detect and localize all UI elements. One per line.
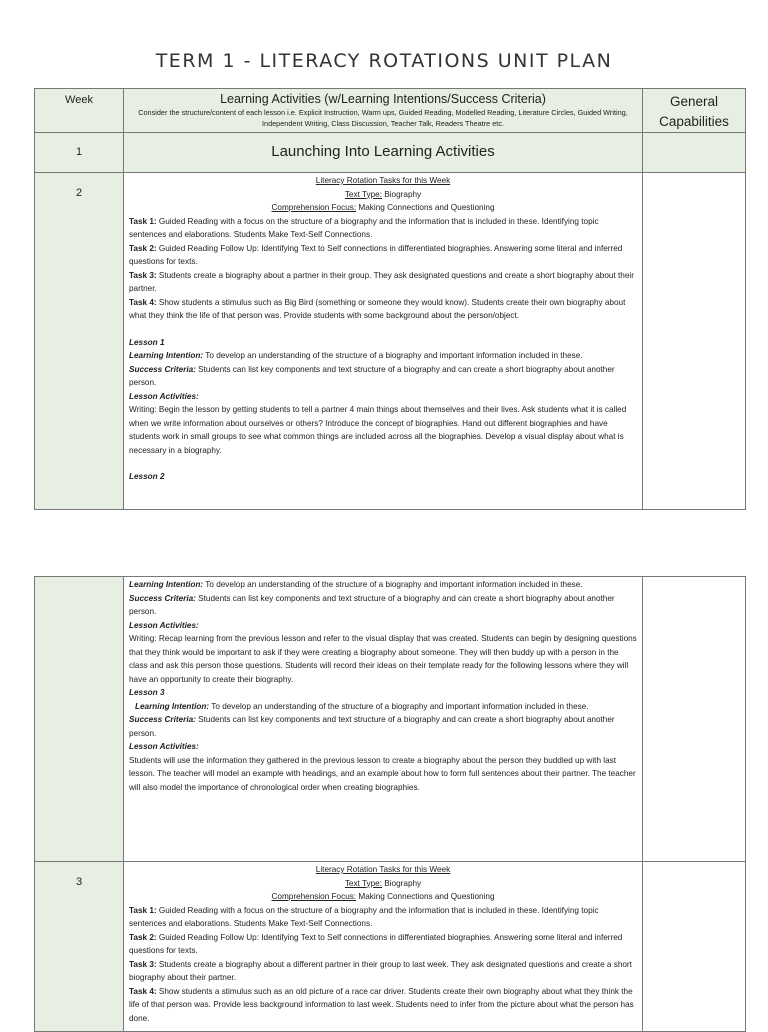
comprehension-focus-line: Comprehension Focus: Making Connections and Questioning [271, 203, 495, 212]
rotation-heading: Literacy Rotation Tasks for this Week [315, 176, 451, 185]
lesson-3-heading: Lesson 3 [129, 688, 165, 697]
rotation-heading: Literacy Rotation Tasks for this Week [315, 865, 451, 874]
week2-activities [124, 173, 643, 510]
week3-activities [124, 862, 643, 1032]
lesson-activities-label: Lesson Activities: [129, 742, 199, 751]
task-1: Task 1: Guided Reading with a focus on the structure of a biography and the information that is included in these. Identifying topic sentences and elaborations. Students Make Text-Self Connections. [129, 905, 599, 928]
week1-activities: Launching Into Learning Activities [124, 133, 643, 173]
unit-plan-table-top [34, 88, 746, 510]
week-number: 3 [35, 862, 124, 1032]
lesson-1-activity: Writing: Begin the lesson by getting students to tell a partner 4 main things about themselves and their lives. Ask students what it is called when we write information about ourselves or others? Introduce the concept of biographies. Hand out different biographies and have students work in small groups to see what common things are included across all the biographies. Develop a visual display about what is necessary in a biography. [129, 405, 627, 455]
task-3: Task 3: Students create a biography about a different partner in their group to last week. They ask designated questions and create a short biography about their partner. [129, 959, 632, 982]
week2-capabilities-continued [643, 577, 746, 862]
activities-header [124, 89, 643, 133]
text-type-line: Text Type: Biography [344, 189, 422, 199]
task-4: Task 4: Show students a stimulus such as an old picture of a race car driver. Students create their own biography about what they think the life of that person was. Provide less background information to last week. Students need to infer from the picture about what the person has done. [129, 986, 634, 1023]
lesson-activities-label: Lesson Activities: [129, 391, 199, 401]
task-3: Task 3: Students create a biography about a partner in their group. They ask designated questions and create a short biography about their partner. [129, 270, 634, 293]
lesson-activities-label: Lesson Activities: [129, 620, 199, 630]
activities-header-title: Learning Activities (w/Learning Intentions/Success Criteria) [220, 92, 546, 106]
capabilities-header: General Capabilities [643, 89, 746, 133]
week-number: 2 [35, 173, 124, 510]
success-criteria: Success Criteria: Students can list key components and text structure of a biography and can create a short biography about another person. [129, 593, 615, 616]
learning-intention: Learning Intention: To develop an understanding of the structure of a biography and important information included in these. [129, 351, 583, 360]
comprehension-focus-line: Comprehension Focus: Making Connections and Questioning [271, 892, 495, 901]
task-2: Task 2: Guided Reading Follow Up: Identifying Text to Self connections in differentiated biographies. Answering some literal and inferred questions for texts. [129, 243, 623, 266]
lesson-3-activity: Students will use the information they gathered in the previous lesson to create a biography about the person they buddied up with last lesson. The teacher will model an example with headings, and an example about how to form full sentences about their partner. The teacher will also model the importance of chronological order when creating biographies. [129, 755, 636, 792]
week2-capabilities [643, 173, 746, 510]
week2-activities-continued [124, 577, 643, 862]
week-number: 1 [35, 133, 124, 173]
lesson-1-heading: Lesson 1 [129, 337, 165, 347]
task-2: Task 2: Guided Reading Follow Up: Identifying Text to Self connections in differentiated biographies. Answering some literal and inferred questions for texts. [129, 932, 623, 955]
learning-intention: Learning Intention: To develop an understanding of the structure of a biography and important information included in these. [129, 580, 583, 589]
success-criteria: Success Criteria: Students can list key components and text structure of a biography and can create a short biography about another person. [129, 364, 615, 387]
week3-capabilities [643, 862, 746, 1032]
success-criteria: Success Criteria: Students can list key components and text structure of a biography and can create a short biography about another person. [129, 715, 615, 738]
week2-continued-cell [35, 577, 124, 862]
week1-capabilities [643, 133, 746, 173]
learning-intention: Learning Intention: To develop an understanding of the structure of a biography and important information included in these. [135, 701, 589, 711]
week-header: Week [35, 89, 124, 133]
task-4: Task 4: Show students a stimulus such as Big Bird (something or someone they would know). Students create their own biography about what they think the life of that person was. Provide students with some background about the person/object. [129, 297, 626, 320]
task-1: Task 1: Guided Reading with a focus on the structure of a biography and the information that is included in these. Identifying topic sentences and elaborations. Students Make Text-Self Connections. [129, 216, 599, 239]
text-type-line: Text Type: Biography [344, 878, 422, 888]
activities-header-subtitle: Consider the structure/content of each lesson i.e. Explicit Instruction, Warm ups, Guided Reading, Modelled Reading, Literature Circles, Guided Writing, Independent Writing, Class Discussion, Teacher Talk, Readers Theatre etc. [138, 108, 628, 128]
lesson-2-activity: Writing: Recap learning from the previous lesson and refer to the visual display that was created. Students can begin by designing questions that they think would be important to ask if they were creating a biography about someone. They will then buddy up with a person in the class and ask this person those questions. Students will record their ideas on their template ready for the following lessons where they will have an opportunity to create their biography. [129, 634, 637, 684]
page-title: TERM 1 - LITERACY ROTATIONS UNIT PLAN [155, 50, 613, 72]
unit-plan-table-bottom [34, 576, 746, 1032]
lesson-2-heading: Lesson 2 [129, 472, 165, 481]
